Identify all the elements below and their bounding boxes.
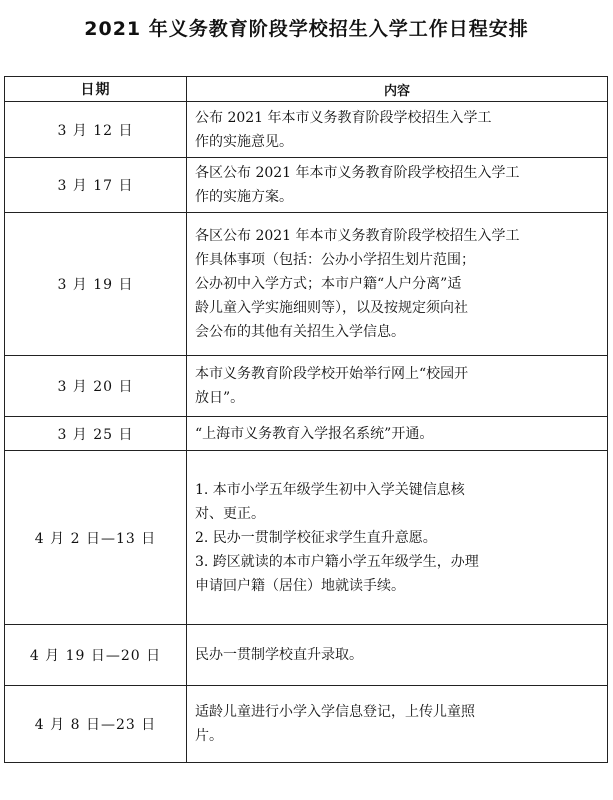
- table-row: [5, 686, 608, 763]
- table-row: [5, 417, 608, 451]
- content-text: 本市义务教育阶段学校开始举行网上“校园开 放日”。: [195, 366, 469, 406]
- content-item-2: 2. 民办一贯制学校征求学生直升意愿。: [195, 529, 437, 546]
- content-text: 各区公布 2021 年本市义务教育阶段学校招生入学工 作具体事项（包括：公办小学招生划片范围； 公办初中入学方式；本市户籍“人户分离”适 龄儿童入学实施细则等），以及按规定须向社 会公布的其他有关招生入学信息。: [195, 228, 520, 340]
- table-header-row: [5, 77, 608, 102]
- row-date: 4 月 8 日—23 日: [5, 686, 187, 763]
- table-row: [5, 102, 608, 158]
- row-content: [187, 451, 608, 625]
- row-date: 3 月 19 日: [5, 213, 187, 356]
- row-date: 4 月 2 日—13 日: [5, 451, 187, 625]
- table-row: [5, 158, 608, 213]
- content-text: 适龄儿童进行小学入学信息登记，上传儿童照 片。: [195, 704, 475, 744]
- table-row: [5, 356, 608, 417]
- row-date: 3 月 17 日: [5, 158, 187, 213]
- row-date: 3 月 20 日: [5, 356, 187, 417]
- row-content: [187, 625, 608, 686]
- header-date: 日期: [5, 77, 187, 102]
- schedule-table: [4, 76, 608, 763]
- content-text: 民办一贯制学校直升录取。: [195, 647, 363, 663]
- row-date: 4 月 19 日—20 日: [5, 625, 187, 686]
- content-item-1: 1. 本市小学五年级学生初中入学关键信息核 对、更正。: [195, 481, 465, 522]
- page-title: 2021 年义务教育阶段学校招生入学工作日程安排: [84, 18, 529, 40]
- row-content: [187, 356, 608, 417]
- table-row: [5, 625, 608, 686]
- row-date: 3 月 12 日: [5, 102, 187, 158]
- header-content: 内容: [187, 77, 608, 102]
- row-content: [187, 213, 608, 356]
- row-content: [187, 686, 608, 763]
- content-item-3: 3. 跨区就读的本市户籍小学五年级学生，办理 申请回户籍（居住）地就读手续。: [195, 553, 479, 594]
- content-text: 各区公布 2021 年本市义务教育阶段学校招生入学工 作的实施方案。: [195, 165, 520, 205]
- content-text: 公布 2021 年本市义务教育阶段学校招生入学工 作的实施意见。: [195, 109, 492, 150]
- row-content: [187, 102, 608, 158]
- row-content: [187, 417, 608, 451]
- row-content: [187, 158, 608, 213]
- table-row: [5, 213, 608, 356]
- content-text: “上海市义务教育入学报名系统”开通。: [195, 425, 434, 442]
- row-date: 3 月 25 日: [5, 417, 187, 451]
- table-row: [5, 451, 608, 625]
